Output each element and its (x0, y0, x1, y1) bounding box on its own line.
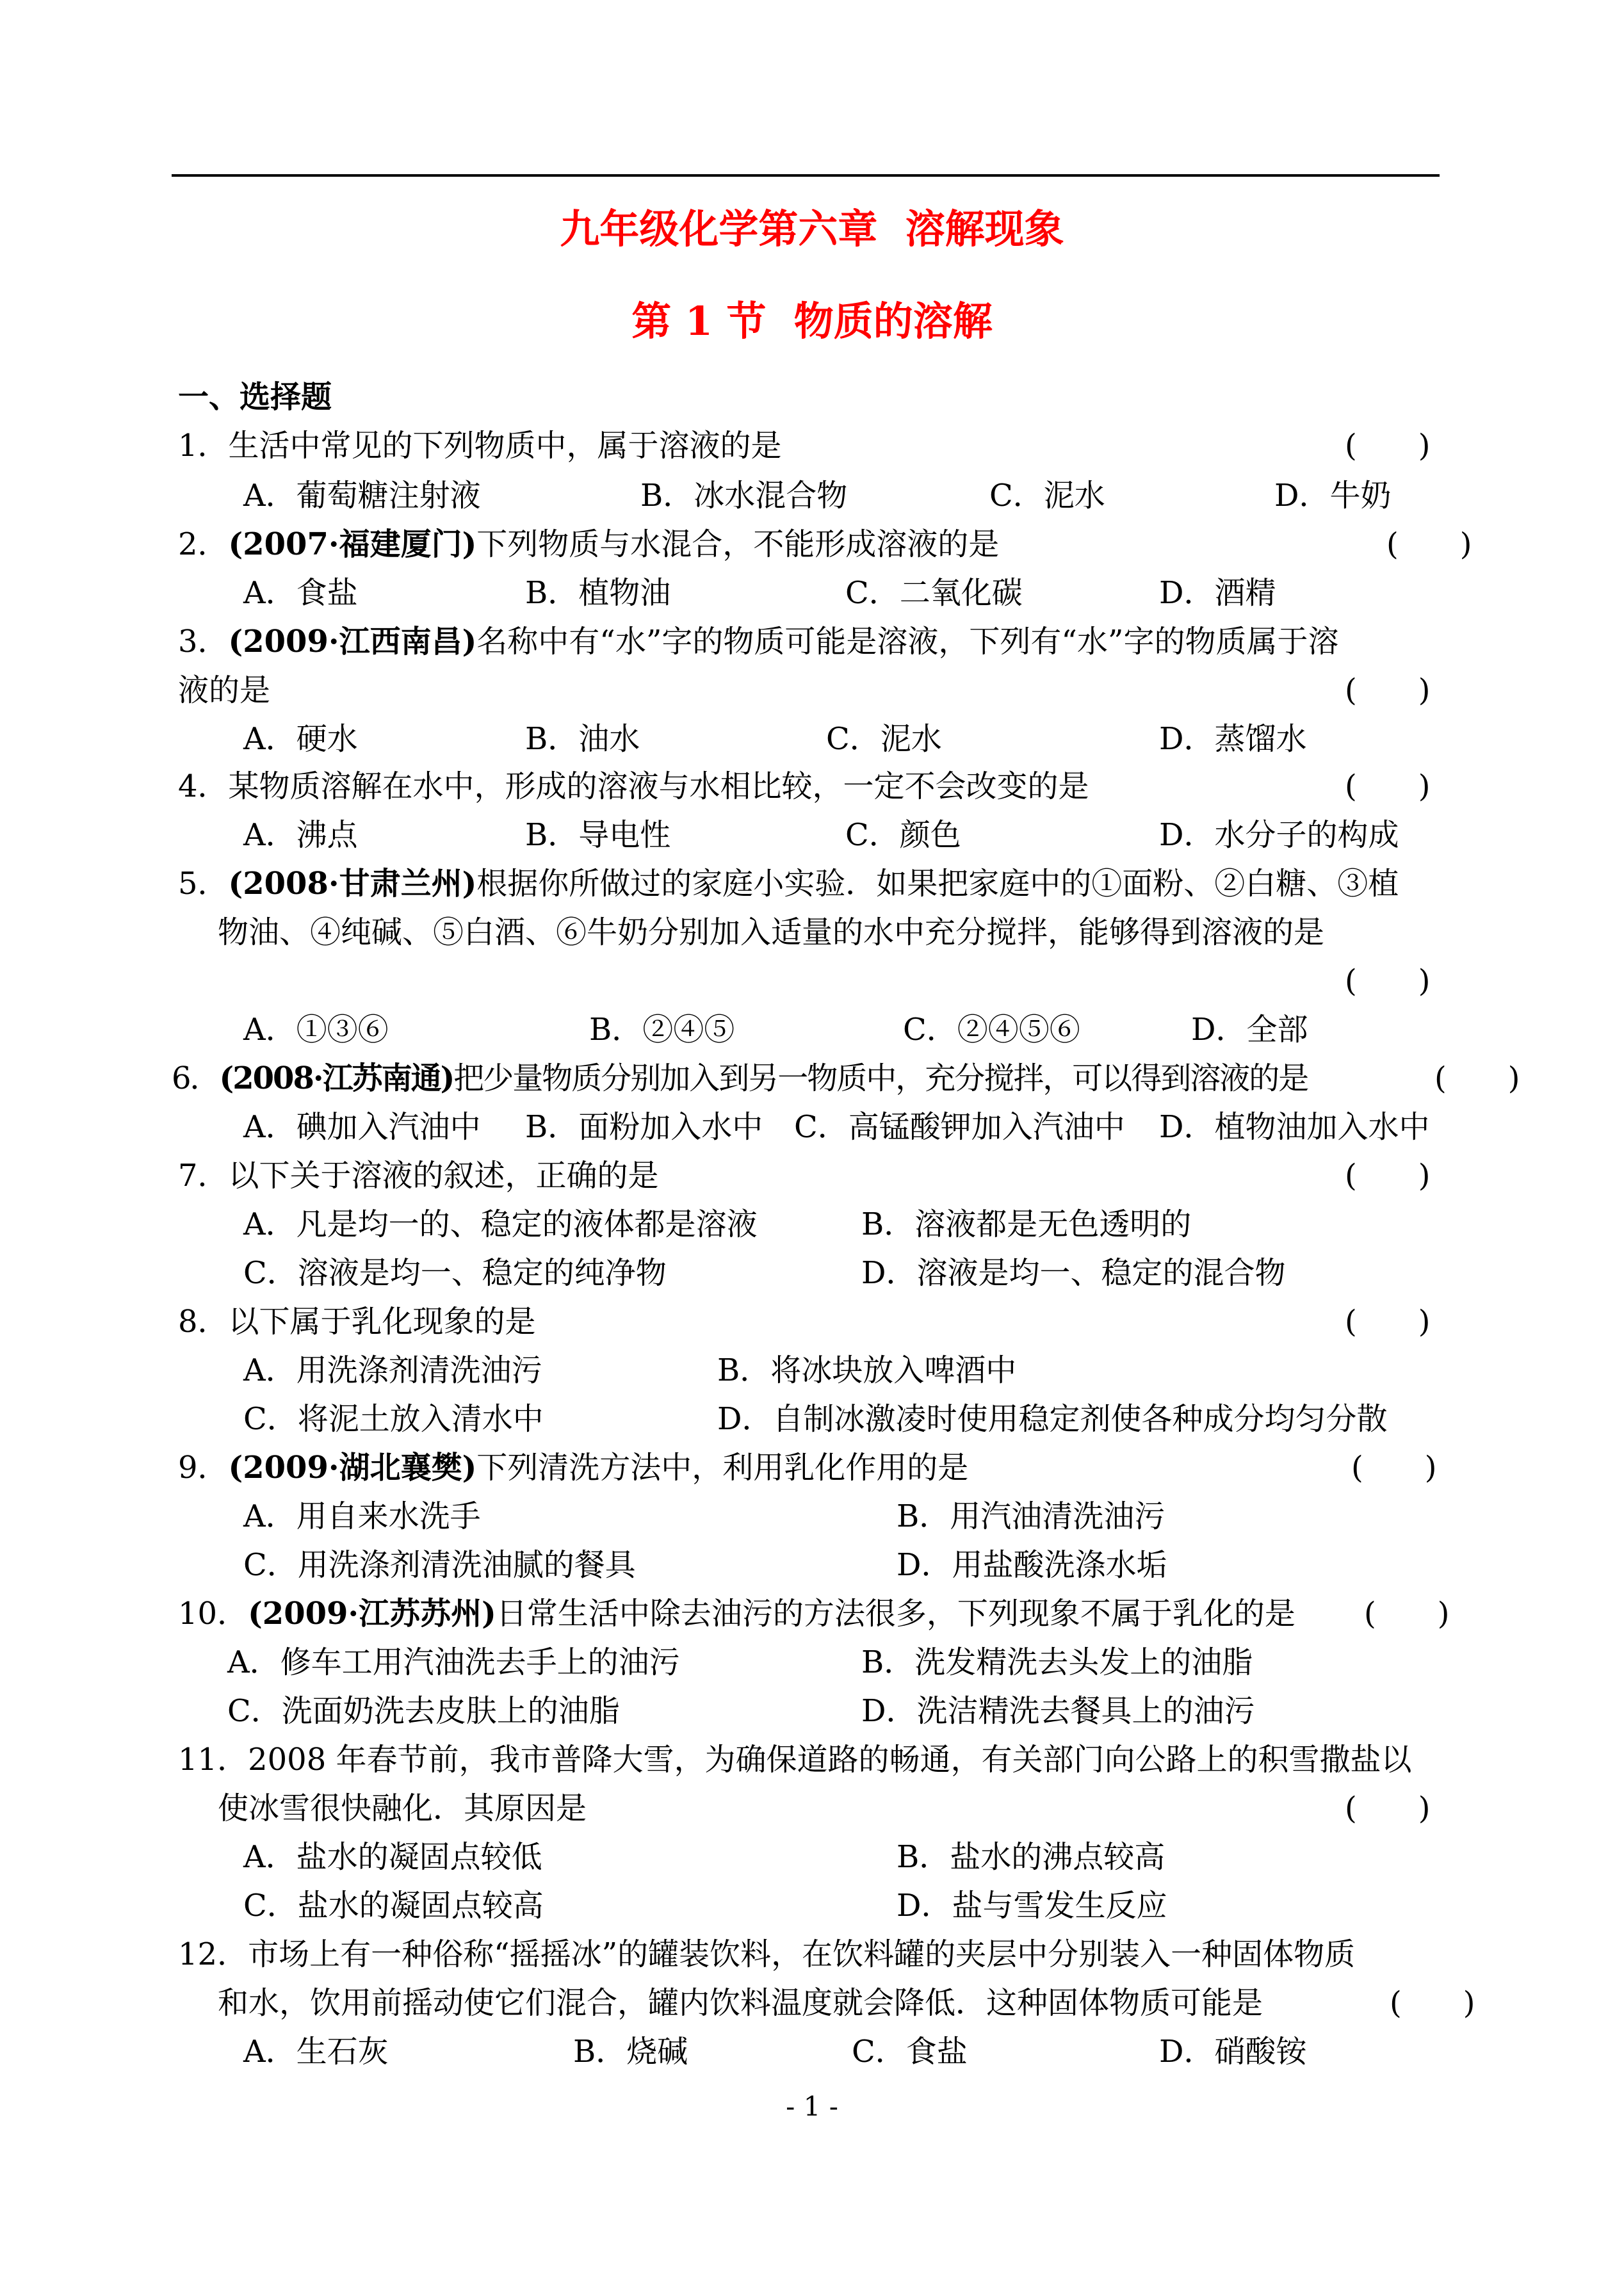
option: C．溶液是均一、稳定的纯净物 (243, 1255, 667, 1291)
question-number: 12． (178, 1936, 248, 1972)
option: C．二氧化碳 (845, 575, 1023, 611)
question-number: 6． (172, 1060, 220, 1096)
option: A．用自来水洗手 (243, 1498, 481, 1534)
option: C．泥水 (989, 478, 1105, 514)
option: D．盐与雪发生反应 (897, 1888, 1167, 1924)
answer-parentheses: ( ) (1345, 1158, 1431, 1194)
question-line (178, 425, 782, 466)
option: B．将冰块放入啤酒中 (717, 1352, 1017, 1388)
option: D．蒸馏水 (1159, 721, 1307, 757)
option: C．②④⑤⑥ (903, 1012, 1080, 1048)
option: C．颜色 (845, 817, 961, 853)
question-number: 3． (178, 624, 229, 660)
option: B．面粉加入水中 (525, 1109, 763, 1145)
question-source: (2009·江苏苏州) (248, 1596, 496, 1632)
question-line (178, 1739, 1412, 1780)
question-number: 10． (178, 1596, 248, 1632)
question-text: 市场上有一种俗称“摇摇冰”的罐装饮料，在饮料罐的夹层中分别装入一种固体物质 (248, 1936, 1356, 1972)
option: A．盐水的凝固点较低 (243, 1839, 542, 1875)
option: B．油水 (525, 721, 640, 757)
option: A．食盐 (243, 575, 358, 611)
section-heading: 一、选择题 (178, 379, 332, 415)
question-text: 根据你所做过的家庭小实验．如果把家庭中的①面粉、②白糖、③植 (476, 866, 1399, 902)
question-line-continued: 使冰雪很快融化．其原因是 (218, 1790, 587, 1826)
question-line-continued: 和水，饮用前摇动使它们混合，罐内饮料温度就会降低．这种固体物质可能是 (218, 1985, 1263, 2021)
answer-parentheses: ( ) (1345, 963, 1431, 999)
option: B．导电性 (525, 817, 671, 853)
option: C．洗面奶洗去皮肤上的油脂 (227, 1693, 620, 1729)
question-text: 下列物质与水混合，不能形成溶液的是 (476, 526, 1000, 562)
question-line (178, 621, 1338, 662)
question-source: (2009·江西南昌) (228, 624, 477, 660)
option: A．沸点 (243, 817, 358, 853)
question-line (172, 1058, 1308, 1099)
question-text: 生活中常见的下列物质中，属于溶液的是 (228, 428, 782, 464)
answer-parentheses: ( ) (1345, 428, 1431, 464)
option: A．①③⑥ (243, 1012, 389, 1048)
answer-parentheses: ( ) (1345, 1304, 1431, 1340)
option: B．植物油 (525, 575, 671, 611)
option: B．②④⑤ (589, 1012, 735, 1048)
question-text: 日常生活中除去油污的方法很多，下列现象不属于乳化的是 (496, 1596, 1295, 1632)
top-rule (172, 174, 1440, 177)
option: D．牛奶 (1274, 478, 1392, 514)
option: D．自制冰激凌时使用稳定剂使各种成分均匀分散 (717, 1401, 1388, 1437)
option: A．葡萄糖注射液 (243, 478, 481, 514)
option: B．冰水混合物 (640, 478, 848, 514)
option: D．植物油加入水中 (1159, 1109, 1430, 1145)
question-line (178, 1301, 536, 1342)
option: B．烧碱 (573, 2034, 688, 2070)
page-number: - 1 - (786, 2091, 838, 2122)
question-number: 2． (178, 526, 229, 562)
answer-parentheses: ( ) (1345, 1790, 1431, 1826)
option: A．修车工用汽油洗去手上的油污 (227, 1644, 680, 1680)
option: B．用汽油清洗油污 (897, 1498, 1165, 1534)
option: D．洗洁精洗去餐具上的油污 (861, 1693, 1255, 1729)
answer-parentheses: ( ) (1434, 1060, 1520, 1096)
option: C．用洗涤剂清洗油腻的餐具 (243, 1547, 636, 1583)
question-line-continued: 物油、④纯碱、⑤白酒、⑥牛奶分别加入适量的水中充分搅拌，能够得到溶液的是 (218, 914, 1325, 950)
option: A．用洗涤剂清洗油污 (243, 1352, 542, 1388)
question-line (178, 1593, 1295, 1634)
option: C．盐水的凝固点较高 (243, 1888, 544, 1924)
question-line (178, 1447, 968, 1488)
question-text: 2008 年春节前，我市普降大雪，为确保道路的畅通，有关部门向公路上的积雪撒盐以 (248, 1742, 1412, 1778)
option: C．食盐 (852, 2034, 968, 2070)
question-source: (2008·甘肃兰州) (228, 866, 477, 902)
option: A．生石灰 (243, 2034, 389, 2070)
question-number: 8． (178, 1304, 229, 1340)
question-line (178, 1934, 1355, 1975)
question-line (178, 766, 1089, 807)
question-number: 5． (178, 866, 229, 902)
question-text: 名称中有“水”字的物质可能是溶液，下列有“水”字的物质属于溶 (476, 624, 1339, 660)
answer-parentheses: ( ) (1345, 768, 1431, 804)
question-text: 以下关于溶液的叙述，正确的是 (228, 1158, 659, 1194)
option: C．泥水 (826, 721, 942, 757)
question-text: 下列清洗方法中，利用乳化作用的是 (476, 1450, 969, 1486)
answer-parentheses: ( ) (1345, 672, 1431, 708)
option: B．洗发精洗去头发上的油脂 (861, 1644, 1253, 1680)
answer-parentheses: ( ) (1351, 1450, 1437, 1486)
question-line (178, 524, 999, 565)
option: D．全部 (1191, 1012, 1308, 1048)
answer-parentheses: ( ) (1364, 1596, 1450, 1632)
option: C．高锰酸钾加入汽油中 (794, 1109, 1125, 1145)
option: B．盐水的沸点较高 (897, 1839, 1165, 1875)
answer-parentheses: ( ) (1386, 526, 1472, 562)
option: A．凡是均一的、稳定的液体都是溶液 (243, 1206, 758, 1242)
option: A．碘加入汽油中 (243, 1109, 481, 1145)
option: D．硝酸铵 (1159, 2034, 1307, 2070)
question-text: 以下属于乳化现象的是 (228, 1304, 536, 1340)
option: C．将泥土放入清水中 (243, 1401, 544, 1437)
question-number: 7． (178, 1158, 229, 1194)
question-source: (2009·湖北襄樊) (228, 1450, 477, 1486)
question-number: 1． (178, 428, 229, 464)
option: D．用盐酸洗涤水垢 (897, 1547, 1167, 1583)
option: D．溶液是均一、稳定的混合物 (861, 1255, 1286, 1291)
answer-parentheses: ( ) (1390, 1985, 1475, 2021)
question-text: 把少量物质分别加入到另一物质中，充分搅拌，可以得到溶液的是 (453, 1060, 1308, 1096)
option: D．水分子的构成 (1159, 817, 1399, 853)
question-number: 9． (178, 1450, 229, 1486)
chapter-title: 九年级化学第六章 溶解现象 (560, 206, 1064, 252)
question-line-continued: 液的是 (178, 672, 271, 708)
question-number: 4． (178, 768, 229, 804)
question-source: (2008·江苏南通) (219, 1060, 454, 1096)
option: B．溶液都是无色透明的 (861, 1206, 1192, 1242)
option: A．硬水 (243, 721, 358, 757)
question-line (178, 1155, 659, 1196)
option: D．酒精 (1159, 575, 1276, 611)
question-number: 11． (178, 1742, 248, 1778)
section-title: 第 1 节 物质的溶解 (631, 298, 993, 345)
question-source: (2007·福建厦门) (228, 526, 477, 562)
question-text: 某物质溶解在水中，形成的溶液与水相比较，一定不会改变的是 (228, 768, 1089, 804)
question-line (178, 863, 1399, 904)
